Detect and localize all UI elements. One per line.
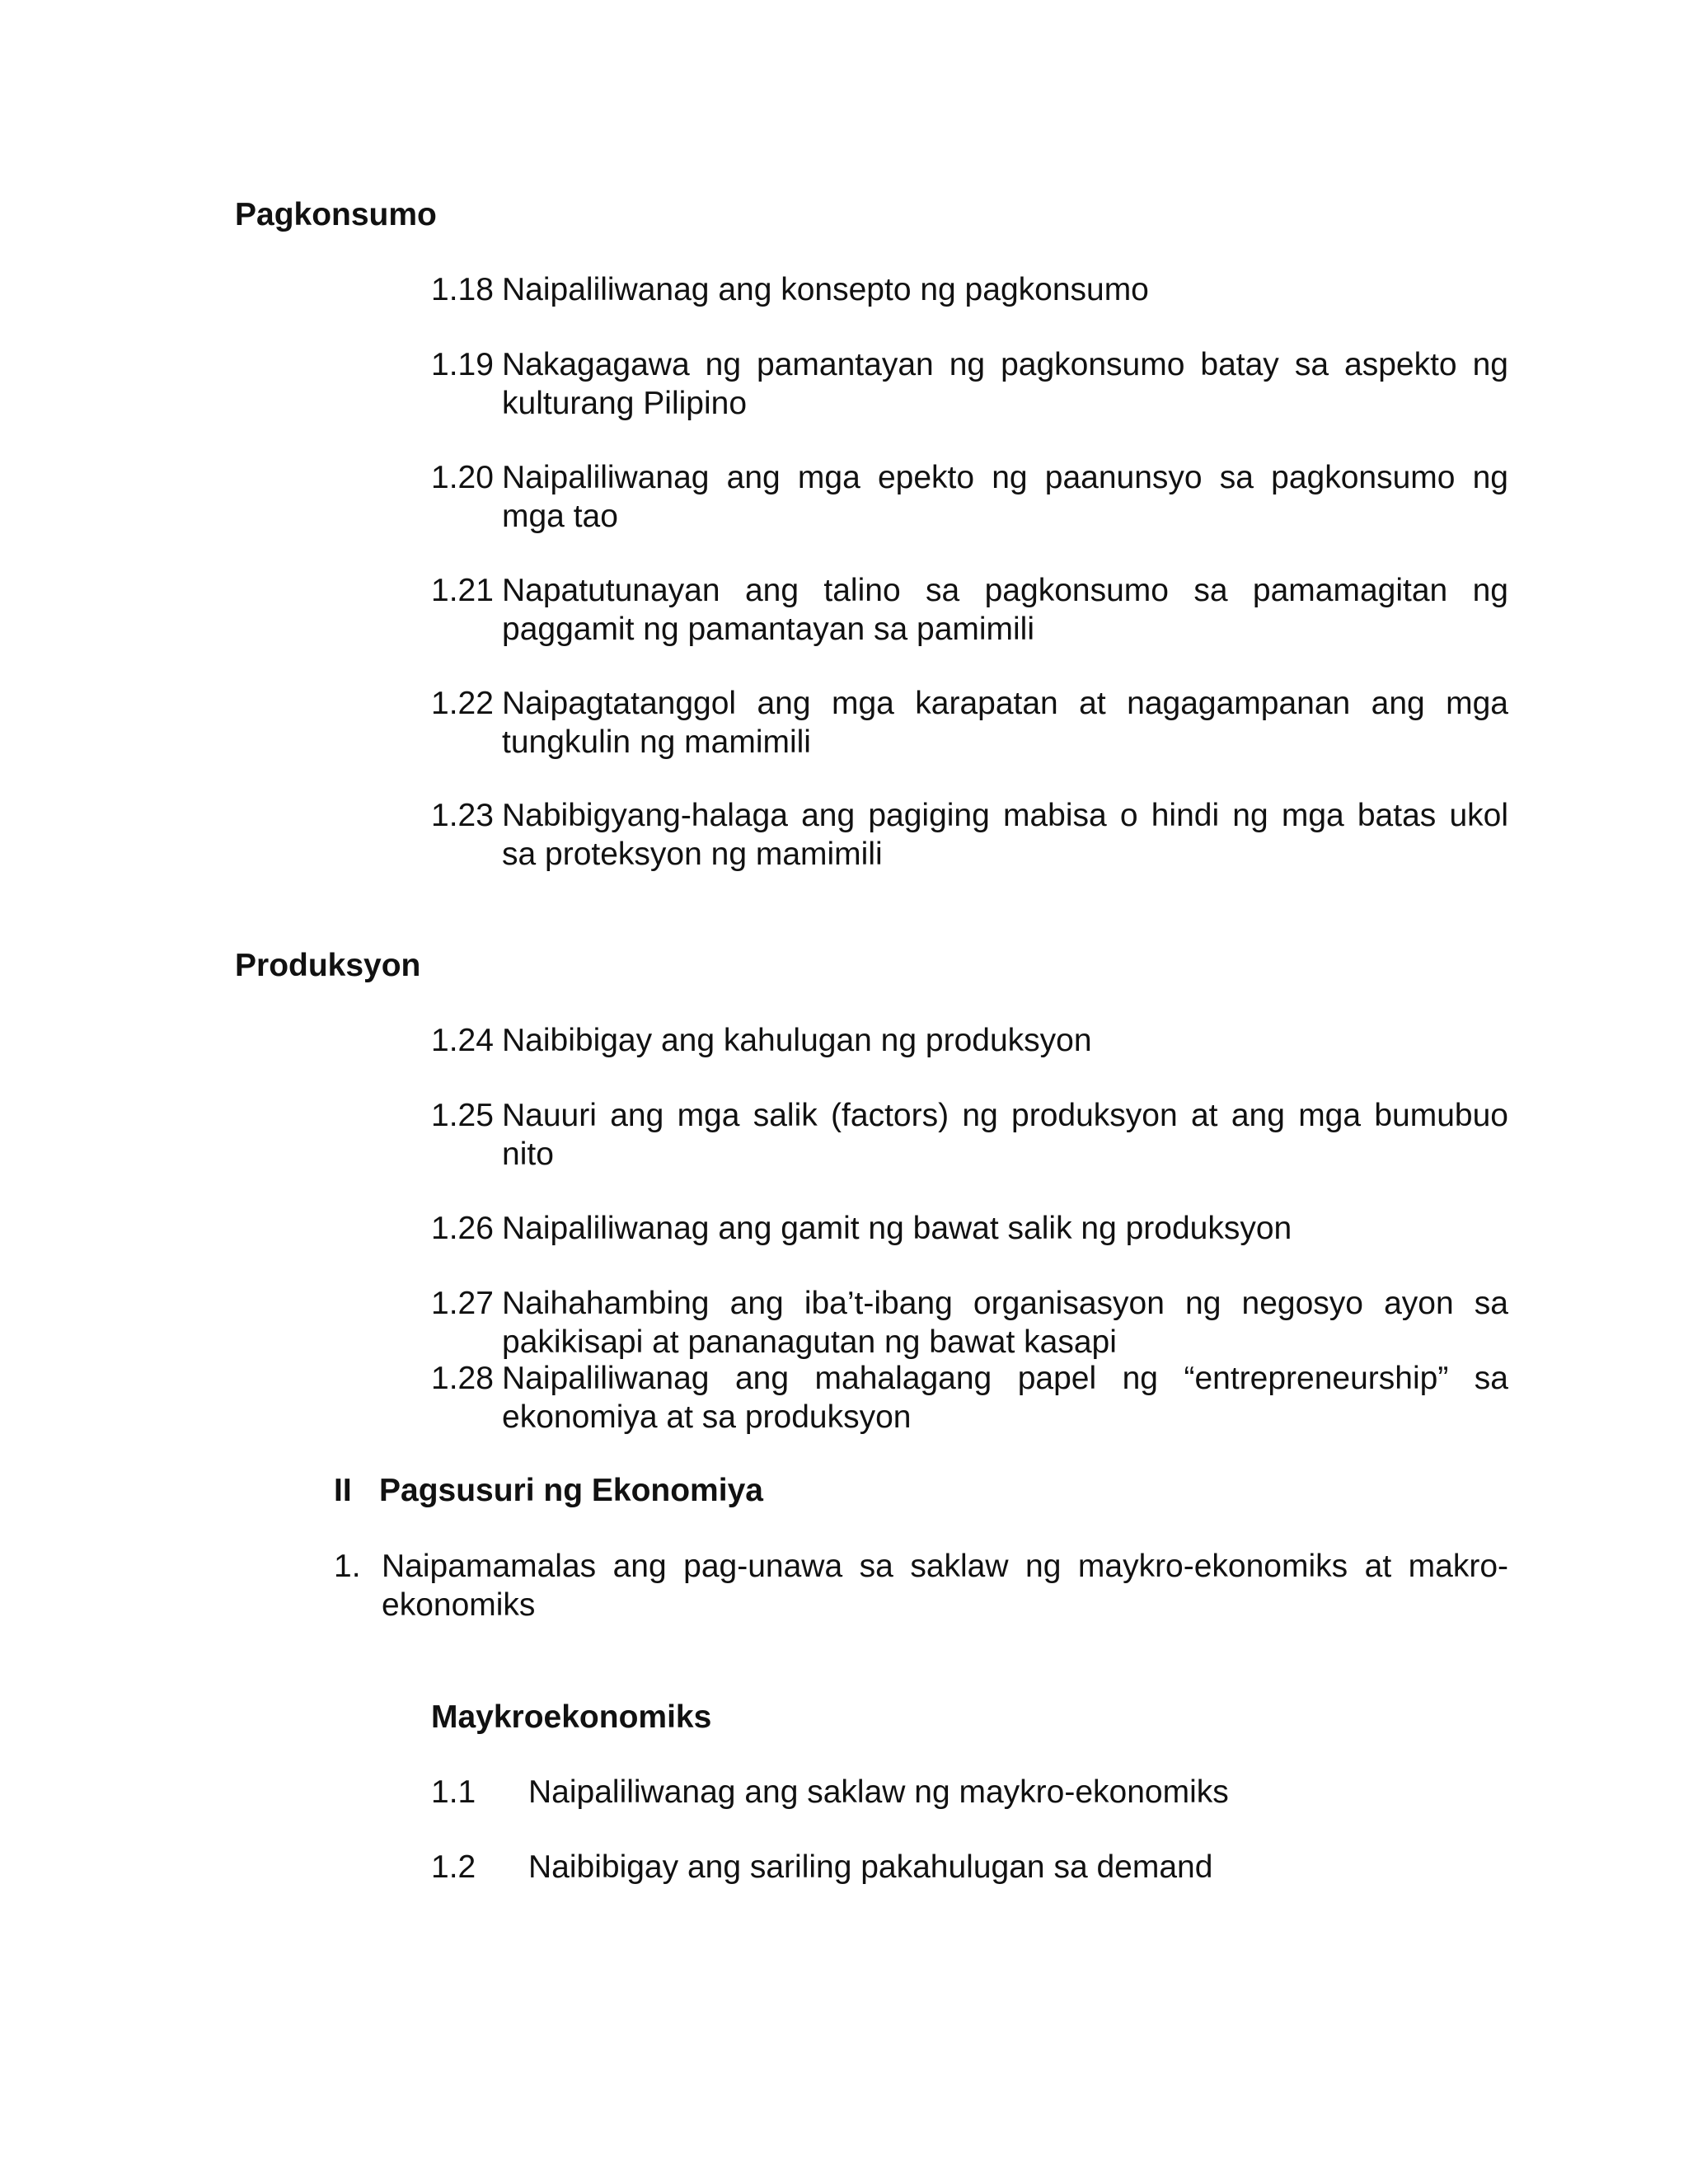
- item-number: 1.: [334, 1549, 361, 1584]
- section-heading-produksyon: Produksyon: [235, 948, 421, 983]
- list-item: [431, 1284, 1508, 1361]
- section-ii-heading: [334, 1471, 763, 1510]
- section-ii-title: Pagsusuri ng Ekonomiya: [379, 1473, 763, 1508]
- item-text: Naipamamalas ang pag-unawa sa saklaw ng maykro-ekonomiks at makro-ekonomiks: [382, 1549, 1508, 1623]
- item-text: Naipaliliwanag ang mga epekto ng paanunsyo sa pagkonsumo ng mga tao: [502, 460, 1508, 534]
- item-number: 1.24: [431, 1023, 494, 1058]
- item-number: 1.22: [431, 686, 494, 721]
- list-item: [431, 458, 1508, 536]
- item-text: Naipagtatanggol ang mga karapatan at nagagampanan ang mga tungkulin ng mamimili: [502, 686, 1508, 760]
- list-item: [431, 345, 1508, 423]
- list-item: [431, 1209, 1508, 1248]
- item-number: 1.26: [431, 1211, 494, 1246]
- item-text: Naipaliliwanag ang saklaw ng maykro-ekonomiks: [528, 1774, 1229, 1810]
- list-item: [431, 1359, 1508, 1436]
- item-text: Nakagagawa ng pamantayan ng pagkonsumo batay sa aspekto ng kulturang Pilipino: [502, 347, 1508, 421]
- item-number: 1.1: [431, 1774, 476, 1810]
- item-text: Napatutunayan ang talino sa pagkonsumo sa pamamagitan ng paggamit ng pamantayan sa pamimili: [502, 573, 1508, 647]
- list-item: [431, 1021, 1508, 1060]
- list-item: [431, 1096, 1508, 1174]
- item-text: Naipaliliwanag ang mahalagang papel ng “entrepreneurship” sa ekonomiya at sa produksyon: [502, 1361, 1508, 1435]
- item-number: 1.2: [431, 1849, 476, 1885]
- list-item: [431, 1773, 1508, 1811]
- item-text: Nabibigyang-halaga ang pagiging mabisa o hindi ng mga batas ukol sa proteksyon ng mamimili: [502, 798, 1508, 872]
- item-text: Naipaliliwanag ang gamit ng bawat salik ng produksyon: [502, 1211, 1292, 1246]
- item-text: Naipaliliwanag ang konsepto ng pagkonsumo: [502, 272, 1149, 307]
- section-heading-maykroekonomiks: Maykroekonomiks: [431, 1699, 712, 1735]
- list-item: [431, 571, 1508, 649]
- item-number: 1.21: [431, 573, 494, 608]
- item-number: 1.28: [431, 1361, 494, 1396]
- list-item: [431, 684, 1508, 762]
- item-number: 1.20: [431, 460, 494, 495]
- item-text: Naibibigay ang kahulugan ng produksyon: [502, 1023, 1092, 1058]
- list-item: [431, 270, 1508, 309]
- item-number: 1.19: [431, 347, 494, 382]
- list-item: [334, 1547, 1508, 1624]
- roman-numeral: II: [334, 1473, 352, 1508]
- item-text: Naibibigay ang sariling pakahulugan sa demand: [528, 1849, 1213, 1885]
- item-number: 1.25: [431, 1098, 494, 1133]
- list-item: [431, 796, 1508, 874]
- list-item: [431, 1848, 1508, 1886]
- item-number: 1.18: [431, 272, 494, 307]
- item-text: Nauuri ang mga salik (factors) ng produksyon at ang mga bumubuo nito: [502, 1098, 1508, 1172]
- item-text: Naihahambing ang iba’t-ibang organisasyon ng negosyo ayon sa pakikisapi at pananagutan ng bawat kasapi: [502, 1286, 1508, 1360]
- item-number: 1.27: [431, 1286, 494, 1321]
- item-number: 1.23: [431, 798, 494, 833]
- section-heading-pagkonsumo: Pagkonsumo: [235, 197, 437, 232]
